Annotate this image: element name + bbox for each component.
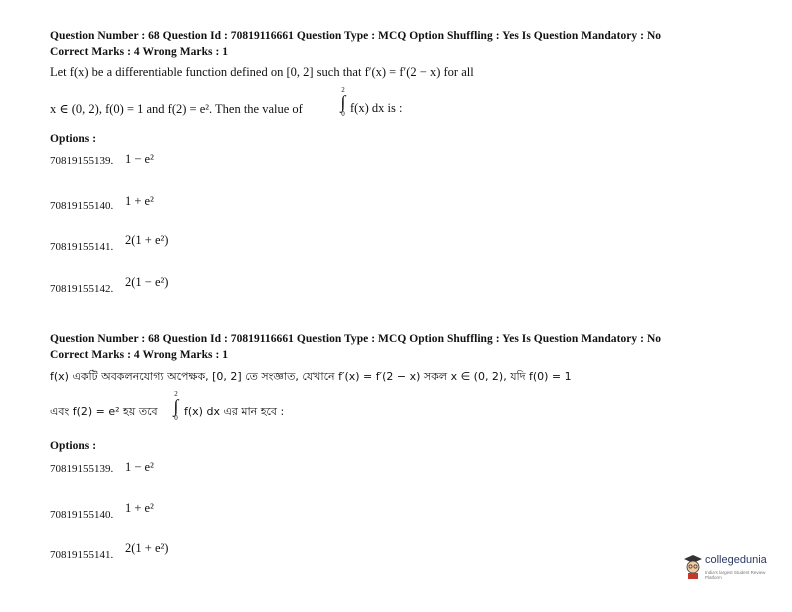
option-value: 2(1 − e²)	[125, 275, 169, 289]
option-id: 70819155142.	[50, 283, 114, 295]
option-value: 1 − e²	[125, 152, 154, 166]
marks-line: Correct Marks : 4 Wrong Marks : 1	[50, 46, 229, 58]
option-id: 70819155139.	[50, 155, 114, 167]
option-id: 70819155141.	[50, 241, 114, 253]
integral-upper-limit: 2	[174, 390, 178, 398]
integral-symbol: ∫	[173, 396, 179, 416]
option-value: 2(1 + e²)	[125, 233, 169, 247]
option-id: 70819155139.	[50, 463, 114, 475]
question-text-line2-end: f(x) dx এর মান হবে :	[184, 405, 285, 418]
integral-symbol: ∫	[340, 92, 346, 112]
graduate-mascot-icon	[683, 554, 703, 580]
option-id: 70819155140.	[50, 509, 114, 521]
question-text-line1: f(x) একটি অবকলনযোগ্য অপেক্ষক, [0, 2] তে সংজ্ঞাত, যেখানে f′(x) = f′(2 − x) সকল x ∈ (0, 2), যদি f(0) = 1	[50, 370, 572, 383]
integral-lower-limit: 0	[341, 110, 345, 118]
options-label: Options :	[50, 440, 97, 452]
brand-tagline: India's largest Student Review Platform	[705, 570, 766, 580]
question-text-line2: এবং f(2) = e² হয় তবে	[50, 405, 158, 418]
question-text-line2: x ∈ (0, 2), f(0) = 1 and f(2) = e². Then the value of	[50, 102, 303, 116]
integral-upper-limit: 2	[341, 86, 345, 94]
option-value: 2(1 + e²)	[125, 541, 169, 555]
question-header: Question Number : 68 Question Id : 70819116661 Question Type : MCQ Option Shuffling : Yes Is Question Mandatory : No	[50, 333, 662, 345]
option-id: 70819155140.	[50, 200, 114, 212]
option-value: 1 + e²	[125, 501, 154, 515]
question-header: Question Number : 68 Question Id : 70819116661 Question Type : MCQ Option Shuffling : Yes Is Question Mandatory : No	[50, 30, 662, 42]
integral-sign	[170, 390, 182, 422]
collegedunia-logo	[683, 551, 783, 587]
question-text-line2-end: f(x) dx is :	[350, 101, 403, 115]
integral-sign	[337, 86, 349, 118]
option-value: 1 + e²	[125, 194, 154, 208]
integral-lower-limit: 0	[174, 414, 178, 422]
question-text-line1: Let f(x) be a differentiable function defined on [0, 2] such that f′(x) = f′(2 − x) for all	[50, 65, 474, 79]
brand-name: collegedunia	[705, 554, 767, 566]
option-id: 70819155141.	[50, 549, 114, 561]
option-value: 1 − e²	[125, 460, 154, 474]
options-label: Options :	[50, 133, 97, 145]
marks-line: Correct Marks : 4 Wrong Marks : 1	[50, 349, 229, 361]
